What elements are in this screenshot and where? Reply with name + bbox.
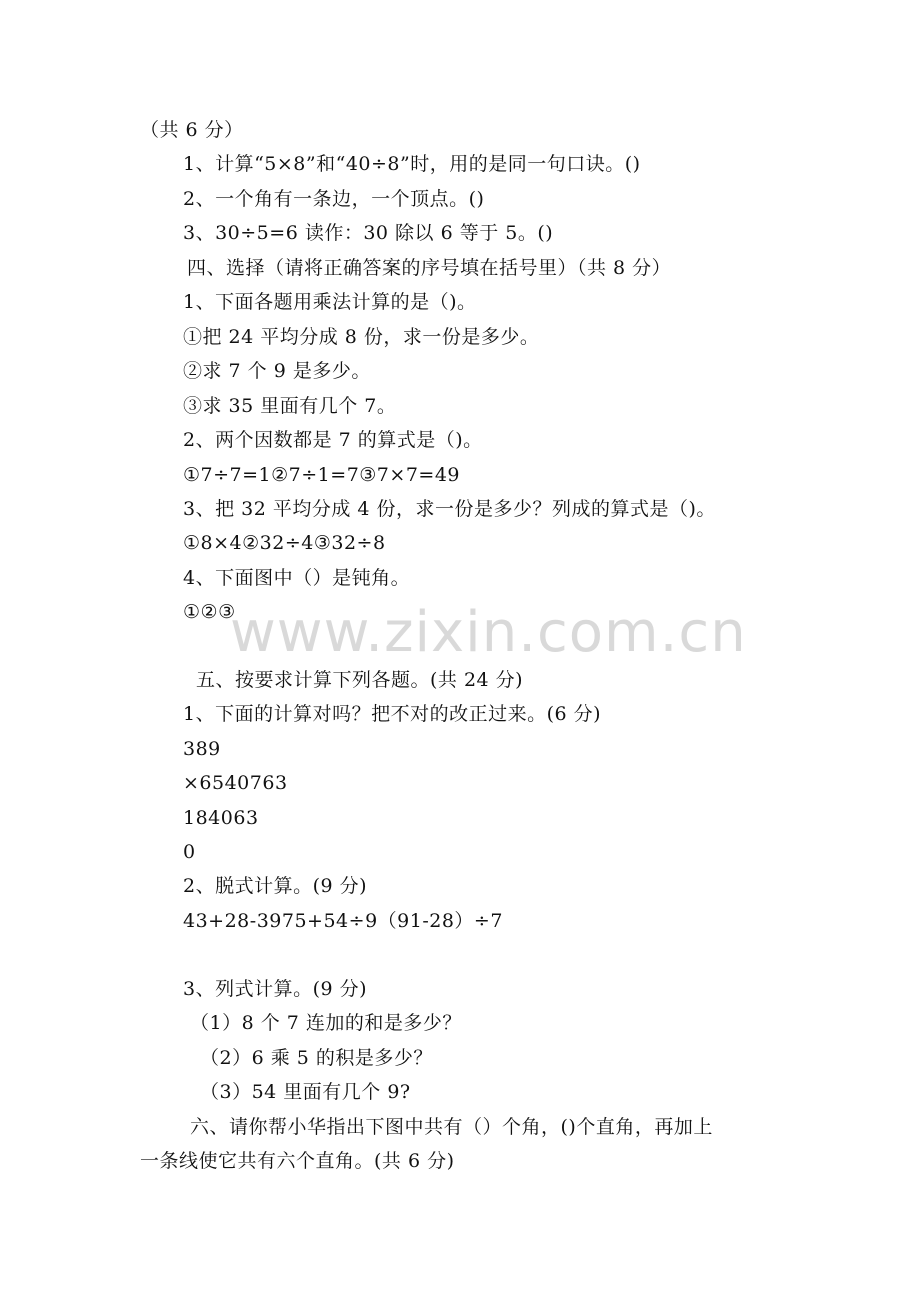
text-line: （1）8 个 7 连加的和是多少？ bbox=[190, 1012, 462, 1034]
text-line: 1、下面各题用乘法计算的是（)。 bbox=[183, 291, 477, 313]
text-line: 3、30÷5=6 读作：30 除以 6 等于 5。() bbox=[183, 222, 554, 244]
text-line: 2、脱式计算。(9 分) bbox=[183, 875, 368, 897]
text-line: 1、计算“5×8”和“40÷8”时，用的是同一句口诀。() bbox=[183, 153, 641, 175]
text-line: 43+28-3975+54÷9（91-28）÷7 bbox=[183, 910, 503, 932]
text-line: 184063 bbox=[183, 807, 259, 829]
text-line: 3、列式计算。(9 分) bbox=[183, 978, 368, 1000]
text-line: ①7÷7=1②7÷1=7③7×7=49 bbox=[183, 464, 461, 486]
text-line: 2、一个角有一条边，一个顶点。() bbox=[183, 188, 485, 210]
text-line: 1、下面的计算对吗？把不对的改正过来。(6 分) bbox=[183, 703, 602, 725]
section-heading: 四、选择（请将正确答案的序号填在括号里）（共 8 分） bbox=[187, 257, 672, 279]
text-line: ①②③ bbox=[183, 601, 236, 623]
text-line: （2）6 乘 5 的积是多少？ bbox=[200, 1047, 433, 1069]
text-line: （共 6 分） bbox=[140, 119, 244, 141]
text-line: 3、把 32 平均分成 4 份，求一份是多少？列成的算式是（)。 bbox=[183, 498, 716, 520]
text-line: 389 bbox=[183, 738, 221, 760]
text-line: 2、两个因数都是 7 的算式是（)。 bbox=[183, 429, 483, 451]
text-line: 一条线使它共有六个直角。(共 6 分) bbox=[140, 1150, 455, 1172]
text-line: 0 bbox=[183, 841, 196, 863]
section-heading: 六、请你帮小华指出下图中共有（）个角，()个直角，再加上 bbox=[190, 1116, 713, 1138]
text-line: ③求 35 里面有几个 7。 bbox=[183, 395, 397, 417]
text-line: ×6540763 bbox=[183, 772, 288, 794]
text-line: 4、下面图中（）是钝角。 bbox=[183, 567, 411, 589]
text-line: ①8×4②32÷4③32÷8 bbox=[183, 532, 386, 554]
text-line: （3）54 里面有几个 9? bbox=[200, 1081, 411, 1103]
watermark: www.zixin.com.cn bbox=[230, 600, 747, 665]
text-line: ①把 24 平均分成 8 份，求一份是多少。 bbox=[183, 326, 540, 348]
text-line: ②求 7 个 9 是多少。 bbox=[183, 360, 371, 382]
section-heading: 五、按要求计算下列各题。(共 24 分) bbox=[196, 669, 524, 691]
